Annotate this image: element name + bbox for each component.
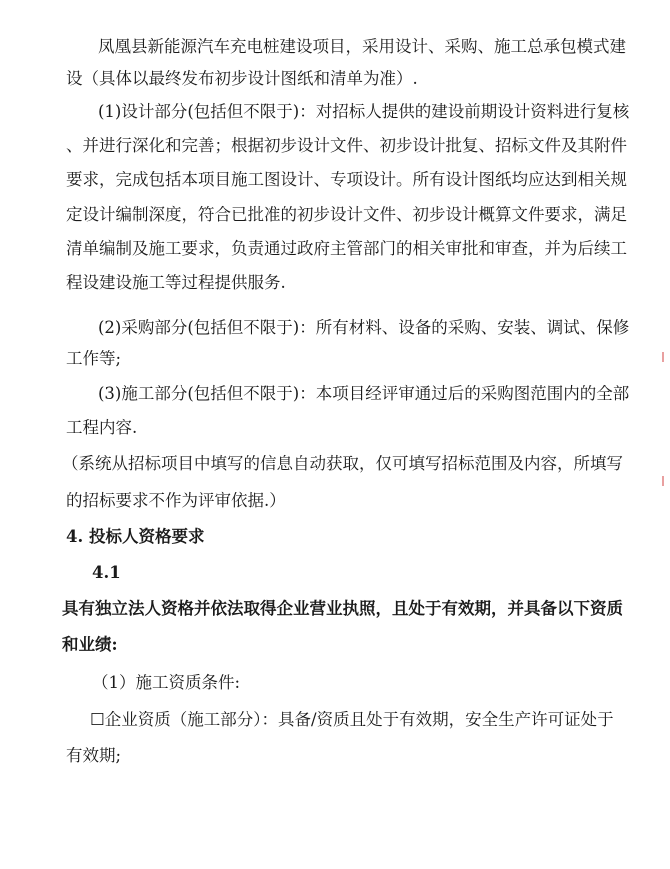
scan-mark xyxy=(662,476,664,486)
paragraph-line: 凤凰县新能源汽车充电桩建设项目，采用设计、采购、施工总承包模式建 xyxy=(98,37,626,56)
paragraph-line: 工作等; xyxy=(66,349,122,368)
qualification-line: 和业绩: xyxy=(62,635,118,654)
paragraph-line: 、并进行深化和完善；根据初步设计文件、初步设计批复、招标文件及其附件 xyxy=(66,136,627,155)
paragraph-line: 要求，完成包括本项目施工图设计、专项设计。所有设计图纸均应达到相关规 xyxy=(66,170,627,189)
paragraph-line: 工程内容. xyxy=(66,418,138,437)
qualification-line: 具有独立法人资格并依法取得企业营业执照，且处于有效期，并具备以下资质 xyxy=(62,599,623,618)
enterprise-qualification-line: ☐企业资质（施工部分）：具备/资质且处于有效期，安全生产许可证处于 xyxy=(90,710,614,729)
section-heading: 4. 投标人资格要求 xyxy=(66,527,205,546)
scan-mark xyxy=(662,352,664,362)
subsection-number: 4.1 xyxy=(92,563,121,582)
paragraph-line: 定设计编制深度，符合已批准的初步设计文件、初步设计概算文件要求，满足 xyxy=(66,205,627,224)
construction-section-line: (3)施工部分(包括但不限于)：本项目经评审通过后的采购图范围内的全部 xyxy=(98,384,630,403)
paragraph-line: 有效期; xyxy=(66,746,122,765)
paragraph-line: 设（具体以最终发布初步设计图纸和清单为准）. xyxy=(66,69,418,88)
qualification-subheading: （1）施工资质条件: xyxy=(92,673,241,692)
procurement-section-line: (2)采购部分(包括但不限于)：所有材料、设备的采购、安装、调试、保修 xyxy=(98,318,630,337)
note-line: （系统从招标项目中填写的信息自动获取，仅可填写招标范围及内容，所填写 xyxy=(62,454,623,473)
note-line: 的招标要求不作为评审依据.） xyxy=(66,491,286,510)
paragraph-line: 清单编制及施工要求，负责通过政府主管部门的相关审批和审查，并为后续工 xyxy=(66,239,627,258)
paragraph-line: 程设建设施工等过程提供服务. xyxy=(66,273,286,292)
design-section-line: (1)设计部分(包括但不限于)：对招标人提供的建设前期设计资料进行复核 xyxy=(98,102,630,121)
